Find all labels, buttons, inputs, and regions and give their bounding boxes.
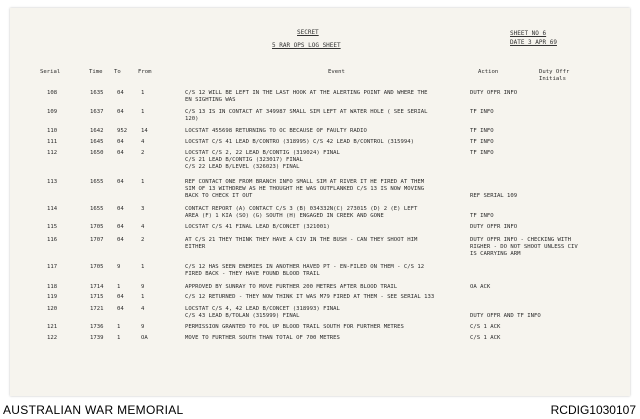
- row-time: 1642: [90, 128, 104, 134]
- row-to: 04: [117, 139, 124, 145]
- col-header-serial: Serial: [40, 69, 61, 75]
- row-serial: 119: [47, 294, 58, 300]
- row-event-line: SIM OF 13 WITHDREW AS HE THOUGHT HE WAS OUTFLANKED C/S 13 IS NOW MOVING: [185, 186, 425, 192]
- row-to: 1: [117, 284, 121, 290]
- row-serial: 117: [47, 264, 58, 270]
- row-from: 2: [141, 237, 145, 243]
- row-from: 2: [141, 150, 145, 156]
- row-to: 1: [117, 324, 121, 330]
- row-serial: 108: [47, 90, 58, 96]
- row-serial: 112: [47, 150, 58, 156]
- row-event-line: LOCSTAT C/S 4, 42 LEAD B/CONCET (318993) FINAL: [185, 306, 340, 312]
- row-event-line: REF CONTACT ONE FROM BRANCH INFO SMALL SIM AT RIVER IT HE FIRED AT THEM: [185, 179, 425, 185]
- row-from: 9: [141, 284, 145, 290]
- classification-heading: SECRET: [297, 29, 319, 36]
- row-event-line: LOCSTAT C/S 2, 22 LEAD B/CONTIG (319024) FINAL: [185, 150, 340, 156]
- row-from: OA: [141, 335, 148, 341]
- sheet-date: DATE 3 APR 69: [510, 39, 557, 46]
- row-action-line: C/S 1 ACK: [470, 324, 501, 330]
- row-time: 1739: [90, 335, 104, 341]
- row-serial: 116: [47, 237, 58, 243]
- col-header-duty-offr: Duty Offr: [539, 69, 570, 75]
- row-from: 3: [141, 206, 145, 212]
- row-action-line: TF INFO: [470, 150, 494, 156]
- row-event-line: BACK TO CHECK IT OUT: [185, 193, 253, 199]
- row-time: 1637: [90, 109, 104, 115]
- row-serial: 113: [47, 179, 58, 185]
- row-event-line: MOVE TO FURTHER SOUTH THAN TOTAL OF 700 METRES: [185, 335, 340, 341]
- col-header-initials: Initials: [539, 76, 566, 82]
- col-header-to: To: [114, 69, 121, 75]
- row-serial: 120: [47, 306, 58, 312]
- row-time: 1650: [90, 150, 104, 156]
- row-from: 1: [141, 90, 145, 96]
- row-action-line: DUTY OFFR INFO: [470, 224, 518, 230]
- row-event-line: C/S 12 RETURNED - THEY NOW THINK IT WAS M79 FIRED AT THEM - SEE SERIAL 133: [185, 294, 435, 300]
- row-from: 1: [141, 109, 145, 115]
- row-serial: 121: [47, 324, 58, 330]
- row-to: 04: [117, 179, 124, 185]
- row-action-line: DUTY OFFR INFO - CHECKING WITH: [470, 237, 572, 243]
- row-event-line: EN SIGHTING WAS: [185, 97, 236, 103]
- row-from: 1: [141, 179, 145, 185]
- row-action-line: TF INFO: [470, 109, 494, 115]
- document-title: 5 RAR OPS LOG SHEET: [272, 42, 341, 49]
- row-event-line: C/S 12 HAS SEEN ENEMIES IN ANOTHER HAVED PT - EN-FILED ON THEM - C/S 12: [185, 264, 425, 270]
- row-event-line: C/S 43 LEAD B/TOLAN (315999) FINAL: [185, 313, 300, 319]
- row-action-line: RIGHER - DO NOT SHOOT UNLESS CIV: [470, 244, 578, 250]
- row-event-line: C/S 22 LEAD B/LEVEL (326023) FINAL: [185, 164, 300, 170]
- row-event-line: EITHER: [185, 244, 206, 250]
- row-from: 4: [141, 224, 145, 230]
- row-serial: 114: [47, 206, 58, 212]
- row-from: 1: [141, 294, 145, 300]
- row-to: 04: [117, 224, 124, 230]
- row-event-line: 120): [185, 116, 199, 122]
- row-serial: 111: [47, 139, 58, 145]
- row-from: 14: [141, 128, 148, 134]
- row-to: 04: [117, 237, 124, 243]
- row-to: 04: [117, 306, 124, 312]
- row-event-line: C/S 12 WILL BE LEFT IN THE LAST HOOK AT THE ALERTING POINT AND WHERE THE: [185, 90, 428, 96]
- row-serial: 118: [47, 284, 58, 290]
- row-from: 9: [141, 324, 145, 330]
- row-serial: 110: [47, 128, 58, 134]
- col-header-time: Time: [89, 69, 103, 75]
- row-time: 1736: [90, 324, 104, 330]
- row-event-line: LOCSTAT C/S 41 FINAL LEAD B/CONCET (321001): [185, 224, 330, 230]
- row-time: 1714: [90, 284, 104, 290]
- row-time: 1707: [90, 237, 104, 243]
- row-event-line: C/S 13 IS IN CONTACT AT 349987 SMALL SIM LEFT AT WATER HOLE ( SEE SERIAL: [185, 109, 428, 115]
- row-time: 1635: [90, 90, 104, 96]
- row-to: 952: [117, 128, 128, 134]
- row-to: 04: [117, 109, 124, 115]
- footer-reference: RCDIG1030107: [550, 403, 636, 417]
- row-time: 1705: [90, 224, 104, 230]
- col-header-event: Event: [328, 69, 345, 75]
- row-action-line: TF INFO: [470, 139, 494, 145]
- row-action-line: OA ACK: [470, 284, 491, 290]
- row-serial: 109: [47, 109, 58, 115]
- row-action-line: TF INFO: [470, 128, 494, 134]
- row-time: 1655: [90, 179, 104, 185]
- row-time: 1705: [90, 264, 104, 270]
- row-action-line: TF INFO: [470, 213, 494, 219]
- row-from: 4: [141, 306, 145, 312]
- row-event-line: PERMISSION GRANTED TO FOL UP BLOOD TRAIL SOUTH FOR FURTHER METRES: [185, 324, 404, 330]
- row-time: 1721: [90, 306, 104, 312]
- col-header-from: From: [138, 69, 152, 75]
- row-event-line: AT C/S 21 THEY THINK THEY HAVE A CIV IN THE BUSH - CAN THEY SHOOT HIM: [185, 237, 418, 243]
- row-from: 1: [141, 264, 145, 270]
- row-to: 04: [117, 150, 124, 156]
- row-event-line: CONTACT REPORT (A) CONTACT C/S 3 (B) 034332N(C) 273015 (D) 2 (E) LEFT: [185, 206, 418, 212]
- row-time: 1645: [90, 139, 104, 145]
- row-time: 1715: [90, 294, 104, 300]
- row-action-line: DUTY OFFR AND TF INFO: [470, 313, 541, 319]
- row-time: 1655: [90, 206, 104, 212]
- row-event-line: FIRED BACK - THEY HAVE FOUND BLOOD TRAIL: [185, 271, 320, 277]
- col-header-action: Action: [478, 69, 499, 75]
- row-to: 04: [117, 206, 124, 212]
- row-event-line: LOCSTAT C/S 41 LEAD B/CONTRO (318995) C/S 42 LEAD B/CONTROL (315994): [185, 139, 415, 145]
- row-event-line: LOCSTAT 455698 RETURNING TO OC BECAUSE OF FAULTY RADIO: [185, 128, 367, 134]
- row-serial: 115: [47, 224, 58, 230]
- row-event-line: APPROVED BY SUNRAY TO MOVE FURTHER 200 METRES AFTER BLOOD TRAIL: [185, 284, 398, 290]
- row-from: 4: [141, 139, 145, 145]
- log-sheet-page: [10, 8, 630, 396]
- row-action-line: REF SERIAL 109: [470, 193, 518, 199]
- row-serial: 122: [47, 335, 58, 341]
- sheet-number: SHEET NO 6: [510, 30, 547, 37]
- row-event-line: AREA (F) 1 KIA (SO) (G) SOUTH (H) ENGAGED IN CREEK AND GONE: [185, 213, 384, 219]
- row-to: 04: [117, 90, 124, 96]
- row-action-line: DUTY OFFR INFO: [470, 90, 518, 96]
- row-action-line: IS CARRYING ARM: [470, 251, 521, 257]
- row-to: 9: [117, 264, 121, 270]
- footer-institution: AUSTRALIAN WAR MEMORIAL: [3, 403, 184, 417]
- row-to: 1: [117, 335, 121, 341]
- row-event-line: C/S 21 LEAD B/CONTIG (323017) FINAL: [185, 157, 303, 163]
- row-to: 04: [117, 294, 124, 300]
- row-action-line: C/S 1 ACK: [470, 335, 501, 341]
